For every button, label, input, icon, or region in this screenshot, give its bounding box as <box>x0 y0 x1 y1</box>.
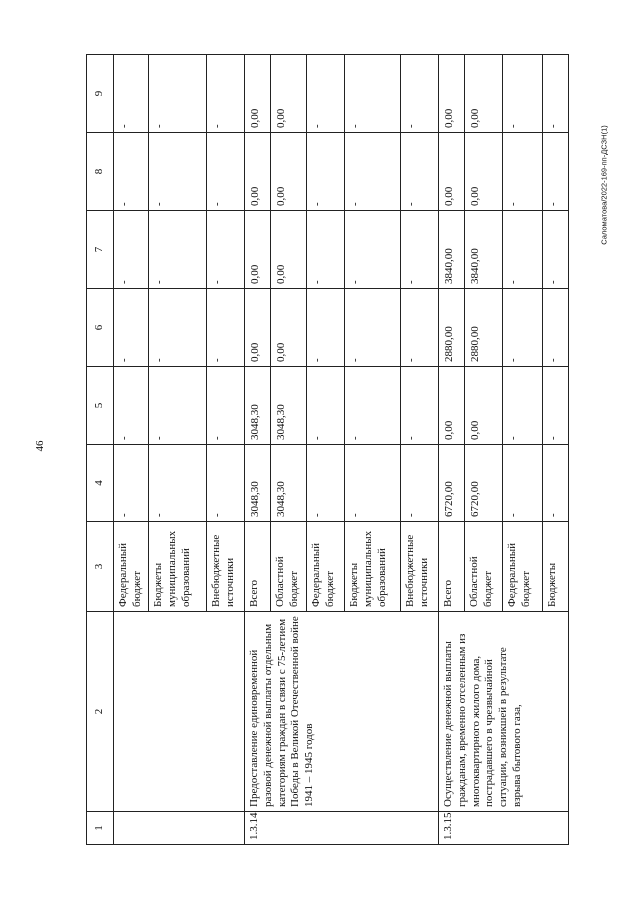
header-cell: 2 <box>87 612 114 812</box>
value-cell: - <box>543 133 569 211</box>
value-cell: - <box>149 211 207 289</box>
value-cell: - <box>149 445 207 522</box>
value-cell: - <box>401 289 439 367</box>
value-cell: - <box>543 445 569 522</box>
table-header-row <box>87 55 114 845</box>
value-cell: 0,00 <box>245 211 271 289</box>
value-cell: - <box>307 211 345 289</box>
value-cell: 2880,00 <box>439 289 465 367</box>
source-cell: Областной бюджет <box>465 522 503 612</box>
value-cell: 0,00 <box>439 367 465 445</box>
value-cell: 0,00 <box>271 133 307 211</box>
value-cell: 0,00 <box>465 55 503 133</box>
value-cell: 6720,00 <box>465 445 503 522</box>
header-cell: 9 <box>87 55 114 133</box>
item-number-cell: 1.3.14 <box>245 812 439 845</box>
value-cell: - <box>503 211 543 289</box>
value-cell: 0,00 <box>271 289 307 367</box>
value-cell: - <box>207 289 245 367</box>
value-cell: - <box>401 55 439 133</box>
value-cell: 3048,30 <box>271 445 307 522</box>
value-cell: - <box>543 211 569 289</box>
value-cell: 0,00 <box>245 133 271 211</box>
source-cell: Внебюджетные источники <box>401 522 439 612</box>
value-cell: - <box>207 133 245 211</box>
source-cell: Бюджеты муниципальных образований <box>345 522 401 612</box>
value-cell: - <box>207 211 245 289</box>
value-cell: 0,00 <box>439 55 465 133</box>
header-cell: 6 <box>87 289 114 367</box>
value-cell: 0,00 <box>465 367 503 445</box>
value-cell: - <box>114 445 149 522</box>
value-cell: - <box>149 133 207 211</box>
item-number-cell <box>114 812 245 845</box>
header-cell: 5 <box>87 367 114 445</box>
value-cell: - <box>503 367 543 445</box>
value-cell: - <box>307 445 345 522</box>
table-row <box>245 55 271 845</box>
value-cell: - <box>114 133 149 211</box>
value-cell: 6720,00 <box>439 445 465 522</box>
item-number-cell: 1.3.15 <box>439 812 569 845</box>
value-cell: - <box>307 133 345 211</box>
value-cell: - <box>345 211 401 289</box>
source-cell: Бюджеты муниципальных образований <box>149 522 207 612</box>
value-cell: 0,00 <box>245 55 271 133</box>
value-cell: 2880,00 <box>465 289 503 367</box>
document-code: Саломатова/2022-169-пп-ДСЗН(1) <box>599 125 609 245</box>
source-cell: Федеральный бюджет <box>503 522 543 612</box>
value-cell: - <box>401 445 439 522</box>
source-cell: Внебюджетные источники <box>207 522 245 612</box>
value-cell: - <box>401 367 439 445</box>
source-cell: Федеральный бюджет <box>114 522 149 612</box>
value-cell: 0,00 <box>271 55 307 133</box>
source-cell: Бюджеты <box>543 522 569 612</box>
value-cell: 0,00 <box>439 133 465 211</box>
item-description-cell <box>114 612 245 812</box>
value-cell: - <box>503 289 543 367</box>
item-description-cell: Предоставление единовременной разовой денежной выплаты отдельным категориям граждан в связи с 75-летием Победы в Великой Отечественной войне 1941 – 1945 годов <box>245 612 439 812</box>
value-cell: - <box>543 55 569 133</box>
value-cell: 0,00 <box>465 133 503 211</box>
value-cell: - <box>114 289 149 367</box>
value-cell: - <box>149 55 207 133</box>
value-cell: - <box>345 55 401 133</box>
value-cell: - <box>543 289 569 367</box>
header-cell: 4 <box>87 445 114 522</box>
value-cell: 0,00 <box>245 289 271 367</box>
value-cell: - <box>503 445 543 522</box>
table-row <box>439 55 465 845</box>
value-cell: - <box>345 367 401 445</box>
value-cell: - <box>307 289 345 367</box>
value-cell: - <box>149 289 207 367</box>
header-cell: 1 <box>87 812 114 845</box>
value-cell: - <box>401 133 439 211</box>
value-cell: - <box>207 367 245 445</box>
value-cell: 0,00 <box>271 211 307 289</box>
value-cell: - <box>207 445 245 522</box>
source-cell: Областной бюджет <box>271 522 307 612</box>
value-cell: - <box>345 289 401 367</box>
item-description-cell: Осуществление денежной выплаты гражданам, временно отселенным из многоквартирного жилого дома, пострадавшего в чрезвычайной ситуации, возникшей в результате взрыва бытового газа, <box>439 612 569 812</box>
value-cell: - <box>401 211 439 289</box>
header-cell: 8 <box>87 133 114 211</box>
value-cell: - <box>114 55 149 133</box>
value-cell: 3840,00 <box>465 211 503 289</box>
value-cell: - <box>307 55 345 133</box>
value-cell: - <box>114 367 149 445</box>
value-cell: - <box>345 133 401 211</box>
value-cell: - <box>307 367 345 445</box>
value-cell: - <box>207 55 245 133</box>
value-cell: - <box>543 367 569 445</box>
value-cell: - <box>345 445 401 522</box>
value-cell: - <box>114 211 149 289</box>
source-cell: Всего <box>245 522 271 612</box>
value-cell: - <box>149 367 207 445</box>
value-cell: 3048,30 <box>271 367 307 445</box>
page-number: 46 <box>34 440 46 452</box>
header-cell: 7 <box>87 211 114 289</box>
value-cell: 3840,00 <box>439 211 465 289</box>
table-container <box>86 55 591 845</box>
source-cell: Федеральный бюджет <box>307 522 345 612</box>
source-cell: Всего <box>439 522 465 612</box>
value-cell: 3048,30 <box>245 367 271 445</box>
value-cell: - <box>503 133 543 211</box>
budget-table <box>86 54 569 845</box>
value-cell: 3048,30 <box>245 445 271 522</box>
value-cell: - <box>503 55 543 133</box>
header-cell: 3 <box>87 522 114 612</box>
table-row <box>114 55 149 845</box>
